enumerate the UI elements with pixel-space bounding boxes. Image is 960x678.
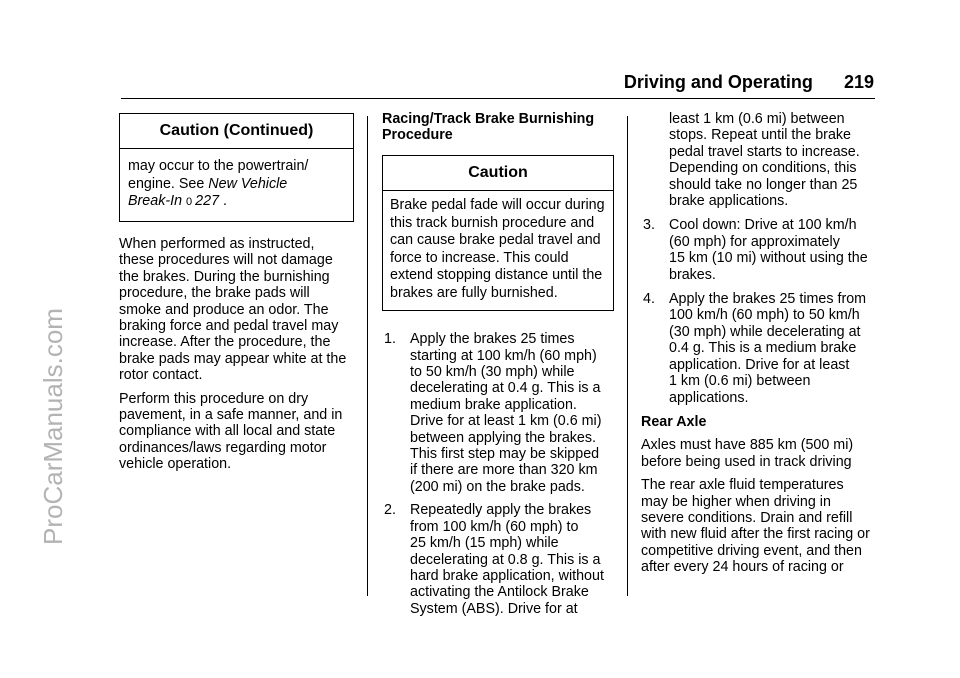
caution-body	[120, 149, 353, 221]
step-number: 1.	[384, 331, 396, 348]
text-line: with new fluid after the first racing or	[641, 526, 870, 543]
cross-ref-page[interactable]: 227	[195, 193, 220, 210]
page-ref-icon: 0	[186, 196, 193, 209]
text-line: 0.4 g. This is a medium brake	[669, 340, 857, 357]
cross-ref-link[interactable]: Break-In	[128, 193, 183, 210]
text-line: should take no longer than 25	[669, 176, 858, 193]
text-line: Repeatedly apply the brakes	[410, 502, 592, 519]
step-number: 4.	[643, 291, 655, 308]
text-line: When performed as instructed,	[119, 235, 315, 252]
step-number: 3.	[643, 217, 655, 234]
caution-line	[128, 193, 345, 212]
paragraph	[641, 437, 881, 470]
text-line: medium brake application.	[410, 396, 577, 413]
text-line: Axles must have 885 km (500 mi)	[641, 437, 854, 454]
text-line: the brakes. During the burnishing	[119, 268, 330, 285]
page-number: 219	[843, 72, 874, 92]
text-line: starting at 100 km/h (60 mph)	[410, 347, 597, 364]
column-divider-2	[627, 116, 628, 596]
text-line: brake pads may appear white at the	[119, 350, 347, 367]
list-item	[382, 331, 614, 495]
section-title: Driving and Operating	[623, 72, 813, 92]
text-line: increase. After the procedure, the	[119, 334, 331, 351]
column-2	[382, 111, 614, 617]
caution-body	[383, 191, 613, 310]
caution-line: may occur to the powertrain/	[128, 158, 309, 175]
text-line: from 100 km/h (60 mph) to	[410, 518, 579, 535]
text-line: if there are more than 320 km	[410, 462, 598, 479]
text-line: after every 24 hours of racing or	[641, 559, 844, 576]
text-line: between applying the brakes.	[410, 429, 596, 446]
heading-line: Racing/Track Brake Burnishing	[382, 111, 595, 127]
text-line: procedure, the brake pads will	[119, 285, 310, 302]
page-header	[624, 72, 874, 93]
procedure-steps	[382, 331, 614, 617]
text-line: may be higher when driving in	[641, 493, 831, 510]
text-line: before being used in track driving	[641, 453, 852, 470]
text-line: Drive for at least 1 km (0.6 mi)	[410, 413, 602, 430]
text-line: This first step may be skipped	[410, 446, 600, 463]
paragraph	[119, 391, 354, 473]
text-line: these procedures will not damage	[119, 252, 333, 269]
list-item	[641, 291, 881, 406]
text-line: decelerating at 0.4 g. This is a	[410, 380, 601, 397]
text-line: activating the Antilock Brake	[410, 584, 589, 601]
caution-box	[382, 155, 614, 311]
cross-ref-link[interactable]: New Vehicle	[208, 175, 288, 192]
text-line: brakes.	[669, 266, 716, 283]
text-line: (30 mph) while decelerating at	[669, 323, 861, 340]
text-line: 15 km (10 mi) without using the	[669, 250, 868, 267]
text-line: to 50 km/h (30 mph) while	[410, 364, 575, 381]
step-continuation	[641, 111, 881, 209]
heading-line: Procedure	[382, 127, 453, 144]
text-line: hard brake application, without	[410, 567, 604, 584]
text-line: pedal travel starts to increase.	[669, 143, 860, 160]
column-1	[119, 113, 354, 473]
text-line: competitive driving event, and then	[641, 542, 862, 559]
caution-title: Caution (Continued)	[120, 114, 353, 149]
procedure-steps	[641, 217, 881, 405]
text-line: rotor contact.	[119, 367, 203, 384]
text-line: least 1 km (0.6 mi) between	[669, 111, 845, 127]
text-line: compliance with all local and state	[119, 423, 336, 440]
list-item	[641, 217, 881, 283]
watermark: ProCarManuals.com	[38, 308, 68, 545]
text-line: Depending on conditions, this	[669, 160, 857, 177]
text-line: pavement, in a safe manner, and in	[119, 406, 343, 423]
text-line: Perform this procedure on dry	[119, 390, 309, 407]
caution-text: .	[219, 193, 227, 210]
list-item	[382, 502, 614, 617]
caution-line: brakes are fully burnished.	[390, 284, 558, 301]
caution-line: this track burnish procedure and	[390, 214, 595, 231]
caution-text: engine. See	[128, 175, 209, 192]
text-line: Apply the brakes 25 times	[410, 331, 575, 348]
caution-line: force to increase. This could	[390, 249, 569, 266]
text-line: 25 km/h (15 mph) while	[410, 535, 559, 552]
text-line: applications.	[669, 389, 749, 406]
caution-box-continued	[119, 113, 354, 222]
text-line: decelerating at 0.8 g. This is a	[410, 551, 601, 568]
text-line: 1 km (0.6 mi) between	[669, 373, 811, 390]
text-line: (60 mph) for approximately	[669, 233, 840, 250]
text-line: System (ABS). Drive for at	[410, 600, 578, 617]
text-line: brake applications.	[669, 193, 789, 210]
paragraph	[119, 236, 354, 384]
text-line: 100 km/h (60 mph) to 50 km/h	[669, 307, 860, 324]
header-rule	[121, 98, 875, 99]
text-line: Cool down: Drive at 100 km/h	[669, 217, 857, 234]
text-line: The rear axle fluid temperatures	[641, 477, 844, 494]
text-line: Apply the brakes 25 times from	[669, 291, 867, 308]
caution-title: Caution	[383, 156, 613, 191]
text-line: severe conditions. Drain and refill	[641, 509, 853, 526]
section-heading: Rear Axle	[641, 413, 707, 430]
section-heading	[382, 111, 614, 144]
column-3	[641, 111, 881, 576]
text-line: ordinances/laws regarding motor	[119, 439, 327, 456]
text-line: stops. Repeat until the brake	[669, 127, 851, 144]
text-line: application. Drive for at least	[669, 356, 850, 373]
caution-line: can cause brake pedal travel and	[390, 232, 601, 249]
text-line: (200 mi) on the brake pads.	[410, 478, 585, 495]
step-number: 2.	[384, 502, 396, 519]
text-line: braking force and pedal travel may	[119, 317, 339, 334]
text-line: vehicle operation.	[119, 456, 232, 473]
caution-line	[128, 176, 345, 194]
caution-line: Brake pedal fade will occur during	[390, 197, 605, 214]
paragraph	[641, 477, 881, 575]
caution-line: extend stopping distance until the	[390, 267, 603, 284]
text-line: smoke and produce an odor. The	[119, 301, 329, 318]
column-divider-1	[367, 116, 368, 596]
